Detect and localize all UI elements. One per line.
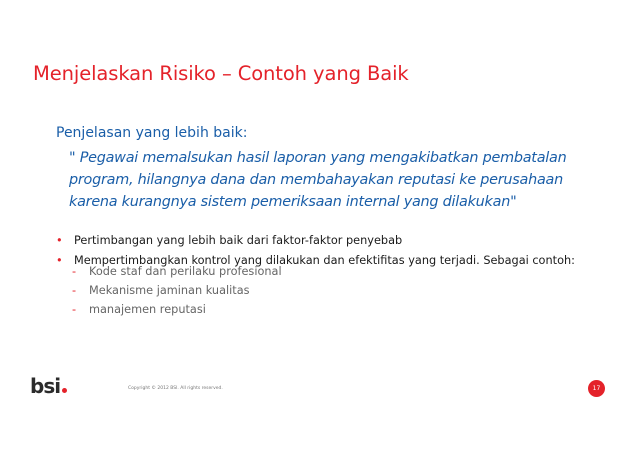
copyright-text: Copyright © 2012 BSI. All rights reserved.: [128, 386, 223, 391]
sub-item-text: Mekanisme jaminan kualitas: [89, 284, 250, 297]
slide-title: Menjelaskan Risiko – Contoh yang Baik: [33, 62, 409, 85]
bullet-icon: •: [56, 234, 63, 247]
bullet-icon: •: [56, 254, 63, 267]
sub-item: [72, 262, 282, 281]
sub-item-list: [72, 262, 282, 319]
dash-icon: -: [72, 303, 77, 316]
dash-icon: -: [72, 284, 77, 297]
sub-item: [72, 300, 282, 319]
bullet-text: Mempertimbangkan kontrol yang dilakukan dan efektifitas yang terjadi. Sebagai contoh:: [74, 254, 575, 267]
bsi-logo: [30, 374, 67, 398]
quote-line: " Pegawai memalsukan hasil laporan yang mengakibatkan pembatalan: [69, 150, 567, 166]
bullet-item: [56, 231, 575, 251]
quote-line: program, hilangnya dana dan membahayakan reputasi ke perusahaan: [69, 172, 563, 188]
example-quote: [69, 147, 609, 213]
logo-text: bsi: [30, 374, 61, 398]
logo-dot-icon: [62, 388, 67, 393]
dash-icon: -: [72, 265, 77, 278]
sub-item-text: manajemen reputasi: [89, 303, 206, 316]
page-number-badge: 17: [588, 380, 605, 397]
quote-line: karena kurangnya sistem pemeriksaan internal yang dilakukan": [69, 194, 517, 210]
sub-item: [72, 281, 282, 300]
sub-item-text: Kode staf dan perilaku profesional: [89, 265, 282, 278]
bullet-text: Pertimbangan yang lebih baik dari faktor-faktor penyebab: [74, 234, 403, 247]
intro-text: Penjelasan yang lebih baik:: [56, 125, 248, 141]
